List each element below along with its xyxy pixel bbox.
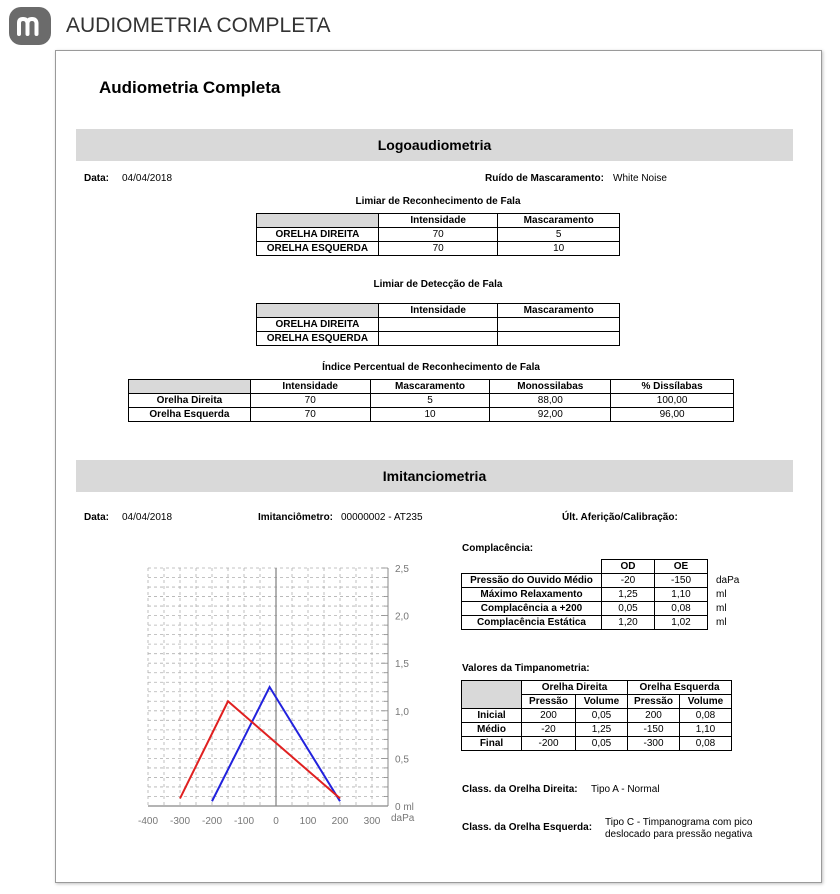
srt-corner-cell bbox=[257, 214, 379, 228]
srt-intensity-value: 70 bbox=[378, 242, 498, 256]
chart-x-tick-label: 0 bbox=[273, 816, 279, 827]
iprf-intensity-value: 70 bbox=[250, 394, 370, 408]
compliance-unit-spacer bbox=[708, 560, 744, 574]
tympanometry-subheader: Volume bbox=[680, 695, 732, 709]
tympanometry-corner-cell bbox=[462, 681, 522, 709]
chart-y-tick-label: 2,0 bbox=[395, 611, 409, 623]
chart-x-tick-label: -400 bbox=[137, 816, 159, 827]
srt-masking-value: 10 bbox=[498, 242, 620, 256]
chart-y-tick-label: 1,5 bbox=[395, 659, 409, 671]
tympanometry-value: 0,05 bbox=[576, 737, 628, 751]
class-right-value: Tipo A - Normal bbox=[591, 784, 660, 795]
masking-noise-label: Ruído de Mascaramento: bbox=[485, 173, 604, 184]
table-row bbox=[462, 737, 732, 751]
tympanometry-value: 0,08 bbox=[680, 737, 732, 751]
class-left-label: Class. da Orelha Esquerda: bbox=[462, 822, 593, 833]
compliance-unit: daPa bbox=[716, 575, 740, 586]
tympanometry-value: 1,25 bbox=[576, 723, 628, 737]
tympanometry-row-label: Médio bbox=[462, 723, 522, 737]
sdt-masking-value bbox=[498, 318, 620, 332]
iprf-row-label: Orelha Direita bbox=[129, 394, 251, 408]
tympanometry-group-right: Orelha Direita bbox=[522, 681, 628, 695]
tympanometry-row-label: Inicial bbox=[462, 709, 522, 723]
device-label: Imitanciômetro: bbox=[258, 512, 334, 523]
iprf-disyllables-value: 96,00 bbox=[611, 408, 734, 422]
sdt-corner-cell bbox=[257, 304, 379, 318]
compliance-unit: ml bbox=[716, 603, 727, 614]
tympanometry-value: -200 bbox=[522, 737, 576, 751]
chart-axes bbox=[148, 568, 388, 806]
calibration-label: Últ. Aferição/Calibração: bbox=[562, 512, 678, 523]
chart-y-tick-label: 1,0 bbox=[395, 706, 409, 718]
iprf-header-disyllables: % Dissílabas bbox=[611, 380, 734, 394]
table-row bbox=[462, 709, 732, 723]
iprf-header-intensity: Intensidade bbox=[250, 380, 370, 394]
table-row bbox=[257, 242, 620, 256]
table-row bbox=[257, 332, 620, 346]
section-header-imitanciometria: Imitanciometria bbox=[76, 460, 793, 492]
tympanometry-row-label: Final bbox=[462, 737, 522, 751]
class-right-label: Class. da Orelha Direita: bbox=[462, 784, 578, 795]
tympanometry-subheader: Pressão bbox=[522, 695, 576, 709]
iprf-row-label: Orelha Esquerda bbox=[129, 408, 251, 422]
class-left-value-line2: deslocado para pressão negativa bbox=[605, 829, 753, 840]
sdt-table bbox=[256, 303, 620, 346]
compliance-header-od: OD bbox=[602, 560, 655, 574]
sdt-header-intensity: Intensidade bbox=[378, 304, 498, 318]
iprf-header-monosyllables: Monossilabas bbox=[490, 380, 611, 394]
app-title: AUDIOMETRIA COMPLETA bbox=[66, 14, 331, 37]
compliance-row-label: Complacência Estática bbox=[462, 616, 602, 630]
iprf-table bbox=[128, 379, 734, 422]
compliance-oe-value: 1,10 bbox=[655, 588, 708, 602]
sdt-intensity-value bbox=[378, 318, 498, 332]
table-row bbox=[462, 616, 744, 630]
sdt-row-label: ORELHA DIREITA bbox=[257, 318, 379, 332]
compliance-od-value: -20 bbox=[602, 574, 655, 588]
srt-table bbox=[256, 213, 620, 256]
tympanometry-subheader: Volume bbox=[576, 695, 628, 709]
compliance-unit: ml bbox=[716, 589, 727, 600]
class-left-value-line1: Tipo C - Timpanograma com pico bbox=[605, 817, 753, 828]
device-value: 00000002 - AT235 bbox=[341, 512, 423, 523]
table-row bbox=[462, 723, 732, 737]
compliance-oe-value: 1,02 bbox=[655, 616, 708, 630]
srt-header-intensity: Intensidade bbox=[378, 214, 498, 228]
iprf-disyllables-value: 100,00 bbox=[611, 394, 734, 408]
compliance-table bbox=[461, 559, 744, 630]
srt-row-label: ORELHA ESQUERDA bbox=[257, 242, 379, 256]
chart-x-tick-label: 100 bbox=[299, 816, 317, 827]
iprf-monosyllables-value: 92,00 bbox=[490, 408, 611, 422]
compliance-corner-cell bbox=[462, 560, 602, 574]
tympanometry-value: 0,05 bbox=[576, 709, 628, 723]
compliance-od-value: 0,05 bbox=[602, 602, 655, 616]
chart-x-tick-label: -300 bbox=[169, 816, 191, 827]
srt-title: Limiar de Reconhecimento de Fala bbox=[355, 196, 521, 207]
table-row bbox=[257, 228, 620, 242]
table-row bbox=[462, 588, 744, 602]
chart-x-tick-label: -200 bbox=[201, 816, 223, 827]
iprf-corner-cell bbox=[129, 380, 251, 394]
tympanometry-value: 0,08 bbox=[680, 709, 732, 723]
compliance-row-label: Pressão do Ouvido Médio bbox=[462, 574, 602, 588]
iprf-header-masking: Mascaramento bbox=[370, 380, 490, 394]
table-row bbox=[462, 602, 744, 616]
srt-intensity-value: 70 bbox=[378, 228, 498, 242]
logo-date-value: 04/04/2018 bbox=[122, 173, 173, 184]
srt-header-masking: Mascaramento bbox=[498, 214, 620, 228]
iprf-title: Índice Percentual de Reconhecimento de Fala bbox=[322, 362, 540, 373]
chart-x-tick-label: 300 bbox=[363, 816, 381, 827]
iprf-monosyllables-value: 88,00 bbox=[490, 394, 611, 408]
imm-date-label: Data: bbox=[84, 512, 110, 523]
chart-x-tick-label: -100 bbox=[233, 816, 255, 827]
compliance-od-value: 1,25 bbox=[602, 588, 655, 602]
tympanometry-title: Valores da Timpanometria: bbox=[462, 663, 590, 674]
tympanometry-value: 200 bbox=[522, 709, 576, 723]
tympanometry-subheader: Pressão bbox=[628, 695, 680, 709]
tympanogram-chart bbox=[137, 560, 420, 832]
document-title: Audiometria Completa bbox=[99, 78, 281, 97]
chart-x-unit-label: daPa bbox=[391, 813, 415, 824]
table-row bbox=[257, 318, 620, 332]
compliance-header-oe: OE bbox=[655, 560, 708, 574]
compliance-title: Complacência: bbox=[462, 543, 534, 554]
table-row bbox=[462, 574, 744, 588]
compliance-row-label: Complacência a +200 bbox=[462, 602, 602, 616]
chart-grid bbox=[148, 568, 388, 806]
chart-y-zero-label: 0 ml bbox=[395, 802, 414, 813]
sdt-row-label: ORELHA ESQUERDA bbox=[257, 332, 379, 346]
tympanometry-value: -150 bbox=[628, 723, 680, 737]
compliance-oe-value: -150 bbox=[655, 574, 708, 588]
compliance-unit: ml bbox=[716, 617, 727, 628]
chart-x-tick-label: 200 bbox=[331, 816, 349, 827]
sdt-title: Limiar de Detecção de Fala bbox=[373, 279, 503, 290]
compliance-od-value: 1,20 bbox=[602, 616, 655, 630]
chart-y-tick-label: 2,5 bbox=[395, 564, 409, 575]
iprf-masking-value: 5 bbox=[370, 394, 490, 408]
tympanometry-value: 200 bbox=[628, 709, 680, 723]
iprf-masking-value: 10 bbox=[370, 408, 490, 422]
logo-date-label: Data: bbox=[84, 173, 110, 184]
sdt-masking-value bbox=[498, 332, 620, 346]
compliance-row-label: Máximo Relaxamento bbox=[462, 588, 602, 602]
compliance-oe-value: 0,08 bbox=[655, 602, 708, 616]
sdt-header-masking: Mascaramento bbox=[498, 304, 620, 318]
tympanometry-value: -300 bbox=[628, 737, 680, 751]
iprf-intensity-value: 70 bbox=[250, 408, 370, 422]
chart-y-tick-label: 0,5 bbox=[395, 754, 409, 766]
srt-row-label: ORELHA DIREITA bbox=[257, 228, 379, 242]
tympanometry-group-left: Orelha Esquerda bbox=[628, 681, 732, 695]
imm-date-value: 04/04/2018 bbox=[122, 512, 173, 523]
tympanometry-value: 1,10 bbox=[680, 723, 732, 737]
srt-masking-value: 5 bbox=[498, 228, 620, 242]
tympanometry-table bbox=[461, 680, 732, 751]
masking-noise-value: White Noise bbox=[613, 173, 667, 184]
app-logo-icon bbox=[8, 6, 52, 46]
section-header-logoaudiometria: Logoaudiometria bbox=[76, 129, 793, 161]
table-row bbox=[129, 408, 734, 422]
table-row bbox=[129, 394, 734, 408]
tympanometry-value: -20 bbox=[522, 723, 576, 737]
sdt-intensity-value bbox=[378, 332, 498, 346]
